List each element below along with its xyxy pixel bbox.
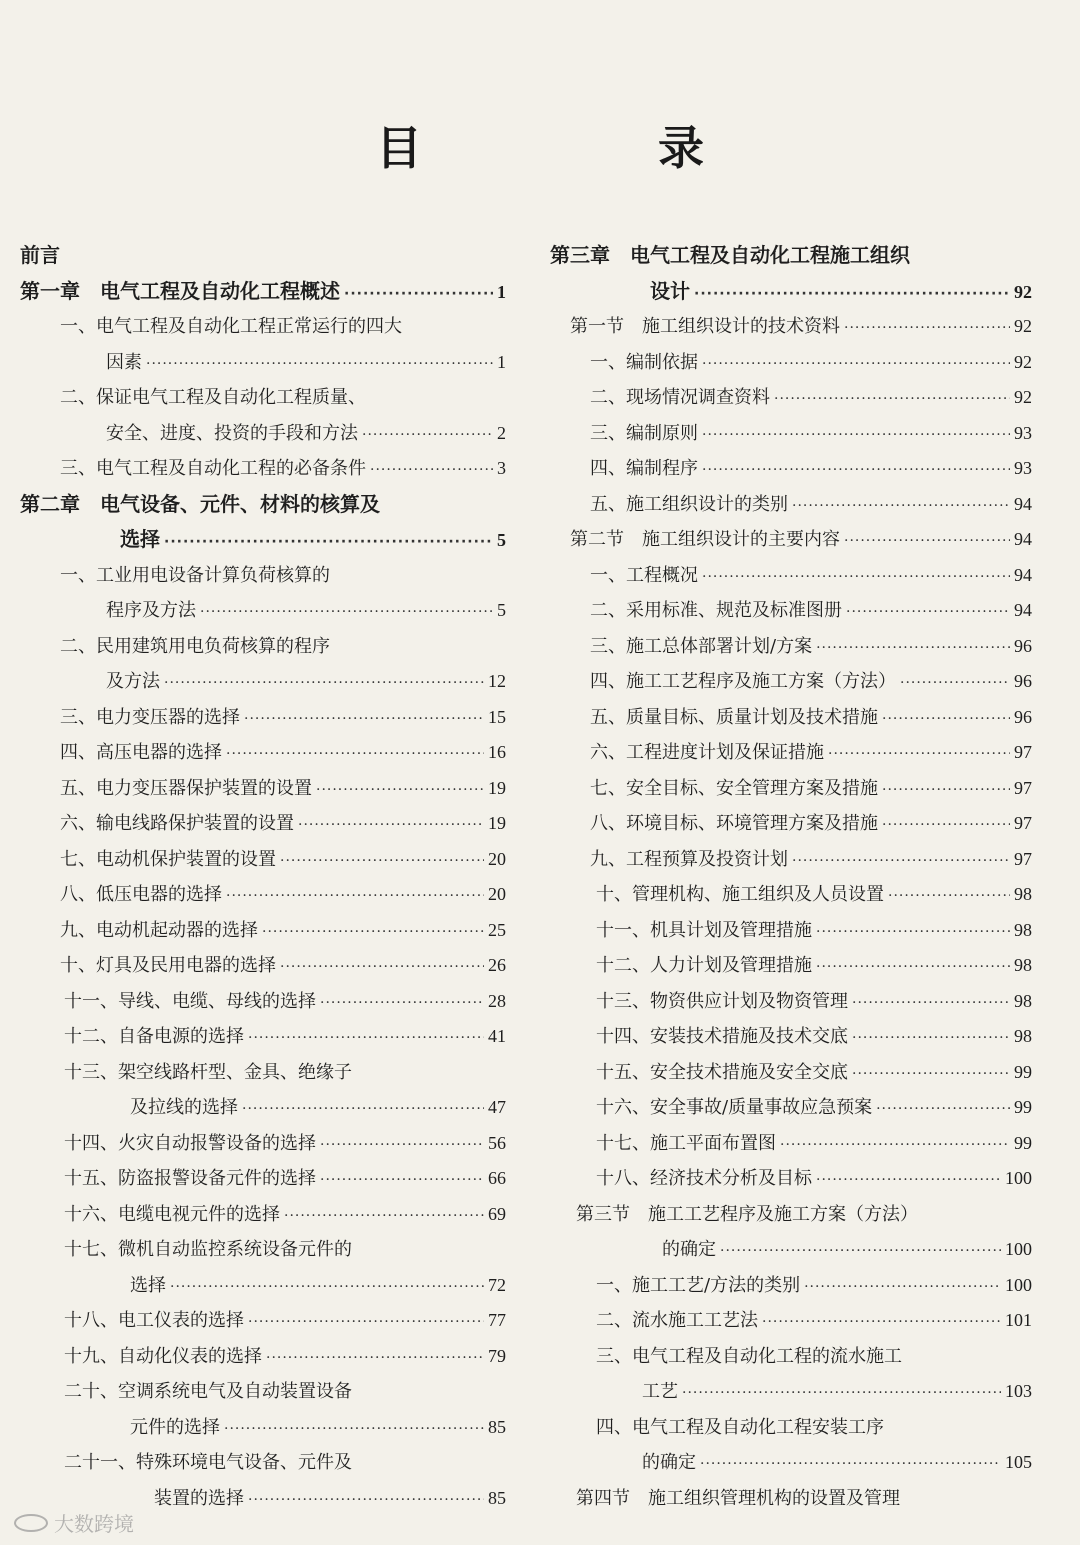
toc-entry	[550, 1197, 1032, 1233]
toc-entry-title: 十三、物资供应计划及物资管理	[596, 990, 848, 1012]
toc-entry	[550, 309, 1032, 345]
toc-page-number: 92	[1014, 281, 1032, 302]
toc-leader-dots	[844, 524, 1010, 560]
toc-entry-title: 二十一、特殊环境电气设备、元件及	[64, 1452, 352, 1473]
toc-leader-dots	[882, 702, 1010, 738]
toc-entry-title: 第一节 施工组织设计的技术资料	[570, 316, 840, 337]
toc-entry	[20, 416, 506, 452]
toc-leader-dots	[244, 702, 484, 738]
toc-entry-title: 五、电力变压器保护装置的设置	[60, 777, 312, 799]
toc-entry	[20, 664, 506, 700]
toc-entry	[20, 309, 506, 345]
toc-entry-title: 十九、自动化仪表的选择	[64, 1345, 262, 1367]
toc-page-number: 97	[1014, 848, 1032, 869]
toc-leader-dots	[226, 737, 484, 773]
toc-page-number: 101	[1005, 1310, 1032, 1330]
toc-page-number: 96	[1014, 671, 1032, 691]
toc-entry-title: 及拉线的选择	[130, 1097, 238, 1118]
toc-page-number: 15	[488, 706, 506, 727]
toc-entry-title: 十七、施工平面布置图	[596, 1132, 776, 1154]
toc-entry	[550, 1268, 1032, 1304]
toc-page-number: 97	[1014, 742, 1032, 762]
toc-leader-dots	[164, 525, 493, 561]
toc-entry-title: 工艺	[642, 1381, 678, 1402]
toc-entry	[550, 1055, 1032, 1091]
toc-entry	[20, 1339, 506, 1375]
toc-entry	[550, 877, 1032, 913]
toc-leader-dots	[882, 808, 1010, 844]
toc-page-number: 105	[1005, 1452, 1032, 1472]
toc-page-number: 85	[488, 1487, 506, 1508]
toc-right-column	[550, 238, 1032, 1516]
toc-page-number: 47	[488, 1097, 506, 1117]
toc-page-number: 26	[488, 955, 506, 975]
toc-entry-title: 十一、机具计划及管理措施	[596, 919, 812, 941]
toc-leader-dots	[720, 1234, 1001, 1270]
toc-entry-title: 十一、导线、电缆、母线的选择	[64, 990, 316, 1012]
toc-page-number: 97	[1014, 777, 1032, 798]
toc-leader-dots	[316, 773, 484, 809]
toc-entry	[20, 948, 506, 984]
toc-entry	[550, 842, 1032, 878]
toc-entry-title: 前言	[20, 243, 60, 267]
toc-entry	[550, 1090, 1032, 1126]
toc-entry-title: 一、工业用电设备计算负荷核算的	[60, 564, 330, 586]
toc-leader-dots	[876, 1092, 1010, 1128]
toc-leader-dots	[900, 666, 1010, 702]
toc-page-number: 99	[1014, 1132, 1032, 1153]
toc-entry-title: 一、工程概况	[590, 564, 698, 586]
toc-leader-dots	[702, 453, 1010, 489]
toc-page-number: 94	[1014, 529, 1032, 549]
toc-entry	[20, 984, 506, 1020]
toc-page-number: 98	[1014, 1026, 1032, 1046]
toc-entry-title: 二十、空调系统电气及自动装置设备	[64, 1381, 352, 1402]
toc-leader-dots	[344, 277, 493, 313]
toc-entry-title: 十八、电工仪表的选择	[64, 1310, 244, 1331]
toc-entry-title: 八、低压电器的选择	[60, 884, 222, 905]
toc-leader-dots	[852, 1057, 1010, 1093]
toc-entry-title: 十六、电缆电视元件的选择	[64, 1203, 280, 1225]
toc-entry	[20, 522, 506, 558]
toc-entry	[550, 1303, 1032, 1339]
toc-entry-title: 装置的选择	[154, 1487, 244, 1509]
toc-leader-dots	[242, 1092, 484, 1128]
toc-page-number: 3	[497, 458, 506, 478]
toc-left-column	[20, 238, 506, 1516]
toc-entry	[550, 1126, 1032, 1162]
toc-entry-title: 十、管理机构、施工组织及人员设置	[596, 884, 884, 905]
toc-leader-dots	[702, 347, 1010, 383]
toc-leader-dots	[266, 1341, 484, 1377]
toc-entry-title: 三、电力变压器的选择	[60, 706, 240, 728]
toc-entry	[550, 1445, 1032, 1481]
toc-entry-title: 十二、自备电源的选择	[64, 1026, 244, 1047]
toc-entry-title: 设计	[650, 278, 690, 303]
toc-leader-dots	[816, 915, 1010, 951]
toc-leader-dots	[804, 1270, 1001, 1306]
toc-leader-dots	[320, 1163, 484, 1199]
toc-entry	[20, 1374, 506, 1410]
toc-entry	[550, 487, 1032, 523]
toc-leader-dots	[852, 1021, 1010, 1057]
toc-leader-dots	[702, 560, 1010, 596]
toc-leader-dots	[828, 737, 1010, 773]
toc-entry	[550, 451, 1032, 487]
toc-entry-title: 安全、进度、投资的手段和方法	[106, 422, 358, 444]
page-title: 目 录	[375, 121, 814, 175]
toc-page-number: 69	[488, 1203, 506, 1224]
watermark	[14, 1508, 134, 1537]
toc-entry-title: 三、编制原则	[590, 422, 698, 444]
watermark-text: 大数跨境	[54, 1512, 134, 1536]
toc-entry-title: 一、编制依据	[590, 351, 698, 373]
toc-page-number: 97	[1014, 813, 1032, 833]
toc-entry	[550, 771, 1032, 807]
toc-entry	[20, 629, 506, 665]
toc-entry	[550, 558, 1032, 594]
toc-page-number: 1	[497, 281, 506, 302]
toc-page-number: 96	[1014, 635, 1032, 656]
toc-page-number: 92	[1014, 316, 1032, 336]
toc-page-number: 98	[1014, 884, 1032, 904]
toc-page-number: 94	[1014, 564, 1032, 585]
toc-page-number: 41	[488, 1026, 506, 1046]
toc-entry-title: 十五、防盗报警设备元件的选择	[64, 1168, 316, 1189]
toc-entry-title: 第一章 电气工程及自动化工程概述	[20, 278, 340, 303]
toc-entry	[20, 1445, 506, 1481]
toc-entry	[550, 735, 1032, 771]
toc-entry-title: 第二章 电气设备、元件、材料的核算及	[20, 491, 380, 516]
toc-entry	[20, 380, 506, 416]
toc-page-number: 98	[1014, 990, 1032, 1011]
toc-entry-title: 二、现场情况调查资料	[590, 387, 770, 408]
toc-leader-dots	[882, 773, 1010, 809]
toc-entry	[20, 451, 506, 487]
toc-page-number: 99	[1014, 1061, 1032, 1082]
toc-entry	[550, 416, 1032, 452]
toc-leader-dots	[298, 808, 484, 844]
toc-page-number: 5	[497, 600, 506, 620]
toc-leader-dots	[284, 1199, 484, 1235]
toc-page-number: 98	[1014, 919, 1032, 940]
toc-page-number: 5	[497, 530, 506, 550]
toc-entry-title: 十二、人力计划及管理措施	[596, 955, 812, 976]
toc-entry	[550, 238, 1032, 274]
toc-leader-dots	[792, 844, 1010, 880]
toc-entry-title: 二、民用建筑用电负荷核算的程序	[60, 635, 330, 657]
toc-leader-dots	[816, 1163, 1001, 1199]
toc-page-number: 92	[1014, 387, 1032, 407]
toc-entry-title: 六、工程进度计划及保证措施	[590, 742, 824, 763]
toc-entry-title: 第四节 施工组织管理机构的设置及管理	[576, 1487, 900, 1509]
toc-entry	[20, 1161, 506, 1197]
toc-page-number: 12	[488, 671, 506, 691]
toc-leader-dots	[146, 347, 493, 383]
toc-entry-title: 第三章 电气工程及自动化工程施工组织	[550, 243, 910, 267]
toc-leader-dots	[262, 915, 484, 951]
toc-entry-title: 程序及方法	[106, 600, 196, 621]
toc-leader-dots	[280, 844, 484, 880]
toc-entry	[550, 1339, 1032, 1375]
toc-leader-dots	[694, 277, 1010, 313]
toc-leader-dots	[248, 1021, 484, 1057]
toc-page-number: 25	[488, 919, 506, 940]
toc-page-number: 100	[1005, 1168, 1032, 1188]
toc-entry-title: 的确定	[642, 1452, 696, 1473]
toc-entry	[550, 948, 1032, 984]
toc-leader-dots	[200, 595, 493, 631]
toc-entry-title: 三、施工总体部署计划/方案	[590, 635, 813, 657]
toc-entry	[20, 1197, 506, 1233]
toc-page-number: 56	[488, 1132, 506, 1153]
toc-entry-title: 选择	[120, 527, 160, 551]
toc-leader-dots	[700, 1447, 1001, 1483]
toc-entry-title: 第二节 施工组织设计的主要内容	[570, 529, 840, 550]
toc-leader-dots	[846, 595, 1010, 631]
toc-page-number: 2	[497, 422, 506, 443]
toc-entry	[20, 558, 506, 594]
toc-entry	[550, 1232, 1032, 1268]
toc-entry	[20, 1410, 506, 1446]
toc-entry	[20, 913, 506, 949]
toc-entry	[550, 913, 1032, 949]
toc-entry	[20, 1126, 506, 1162]
toc-entry	[550, 522, 1032, 558]
toc-entry-title: 十三、架空线路杆型、金具、绝缘子	[64, 1061, 352, 1083]
toc-entry	[20, 345, 506, 381]
toc-entry	[20, 1268, 506, 1304]
toc-page-number: 93	[1014, 458, 1032, 478]
toc-page-number: 20	[488, 848, 506, 869]
toc-page-number: 94	[1014, 600, 1032, 620]
toc-page-number: 66	[488, 1168, 506, 1188]
toc-entry	[20, 1232, 506, 1268]
toc-leader-dots	[816, 631, 1010, 667]
toc-entry-title: 四、电气工程及自动化工程安装工序	[596, 1416, 884, 1438]
toc-leader-dots	[320, 986, 484, 1022]
toc-page-number: 19	[488, 777, 506, 798]
toc-leader-dots	[280, 950, 484, 986]
toc-leader-dots	[792, 489, 1010, 525]
toc-entry-title: 三、电气工程及自动化工程的流水施工	[596, 1345, 902, 1367]
toc-entry	[20, 771, 506, 807]
toc-entry-title: 四、高压电器的选择	[60, 742, 222, 763]
toc-entry-title: 二、保证电气工程及自动化工程质量、	[60, 387, 366, 408]
toc-entry	[20, 735, 506, 771]
toc-entry	[20, 1303, 506, 1339]
toc-entry-title: 六、输电线路保护装置的设置	[60, 813, 294, 834]
toc-entry	[550, 700, 1032, 736]
toc-entry-title: 十四、安装技术措施及技术交底	[596, 1026, 848, 1047]
toc-page-number: 85	[488, 1416, 506, 1437]
toc-entry	[550, 1019, 1032, 1055]
toc-entry	[550, 380, 1032, 416]
toc-entry	[20, 1019, 506, 1055]
toc-entry-title: 九、工程预算及投资计划	[590, 848, 788, 870]
toc-entry	[20, 593, 506, 629]
toc-page-number: 19	[488, 813, 506, 833]
toc-leader-dots	[362, 418, 493, 454]
toc-entry-title: 十五、安全技术措施及安全交底	[596, 1061, 848, 1083]
toc-leader-dots	[762, 1305, 1001, 1341]
toc-entry	[20, 274, 506, 310]
toc-entry	[550, 806, 1032, 842]
toc-entry	[20, 1055, 506, 1091]
toc-entry	[20, 700, 506, 736]
toc-entry-title: 三、电气工程及自动化工程的必备条件	[60, 458, 366, 479]
toc-entry-title: 七、安全目标、安全管理方案及措施	[590, 777, 878, 799]
toc-page-number: 100	[1005, 1274, 1032, 1295]
toc-leader-dots	[780, 1128, 1010, 1164]
toc-page-number: 16	[488, 742, 506, 762]
toc-page-number: 96	[1014, 706, 1032, 727]
toc-page-number: 93	[1014, 422, 1032, 443]
watermark-logo-icon	[14, 1514, 48, 1532]
toc-entry	[20, 238, 506, 274]
toc-entry-title: 二、采用标准、规范及标准图册	[590, 600, 842, 621]
toc-entry-title: 因素	[106, 351, 142, 373]
toc-page-number: 1	[497, 351, 506, 372]
toc-entry-title: 十七、微机自动监控系统设备元件的	[64, 1239, 352, 1260]
toc-entry-title: 十、灯具及民用电器的选择	[60, 955, 276, 976]
toc-page-number: 100	[1005, 1239, 1032, 1259]
toc-leader-dots	[164, 666, 484, 702]
toc-leader-dots	[888, 879, 1010, 915]
toc-entry-title: 五、质量目标、质量计划及技术措施	[590, 706, 878, 728]
toc-entry-title: 第三节 施工工艺程序及施工方案（方法）	[576, 1203, 918, 1225]
toc-leader-dots	[816, 950, 1010, 986]
toc-leader-dots	[248, 1305, 484, 1341]
toc-page-number: 94	[1014, 493, 1032, 514]
toc-entry	[550, 629, 1032, 665]
toc-leader-dots	[844, 311, 1010, 347]
toc-leader-dots	[170, 1270, 484, 1306]
toc-entry	[550, 984, 1032, 1020]
toc-entry	[550, 274, 1032, 310]
toc-entry-title: 四、编制程序	[590, 458, 698, 479]
toc-page-number: 72	[488, 1274, 506, 1295]
toc-leader-dots	[852, 986, 1010, 1022]
toc-entry	[550, 593, 1032, 629]
toc-entry-title: 一、施工工艺/方法的类别	[596, 1274, 801, 1296]
toc-entry	[20, 487, 506, 523]
toc-entry	[550, 345, 1032, 381]
toc-page-number: 99	[1014, 1097, 1032, 1117]
toc-leader-dots	[320, 1128, 484, 1164]
toc-entry	[550, 664, 1032, 700]
toc-entry	[550, 1161, 1032, 1197]
toc-entry-title: 十六、安全事故/质量事故应急预案	[596, 1097, 873, 1118]
toc-page-number: 98	[1014, 955, 1032, 975]
toc-entry-title: 及方法	[106, 671, 160, 692]
toc-leader-dots	[248, 1483, 484, 1519]
toc-entry-title: 四、施工工艺程序及施工方案（方法）	[590, 671, 896, 692]
toc-page-number: 28	[488, 990, 506, 1011]
toc-entry	[20, 806, 506, 842]
toc-leader-dots	[682, 1376, 1001, 1412]
toc-leader-dots	[224, 1412, 484, 1448]
toc-entry-title: 十四、火灾自动报警设备的选择	[64, 1132, 316, 1154]
toc-entry-title: 十八、经济技术分析及目标	[596, 1168, 812, 1189]
toc-entry-title: 二、流水施工工艺法	[596, 1310, 758, 1331]
toc-entry	[550, 1374, 1032, 1410]
toc-entry-title: 元件的选择	[130, 1416, 220, 1438]
toc-entry-title: 一、电气工程及自动化工程正常运行的四大	[60, 316, 402, 337]
toc-entry	[20, 842, 506, 878]
toc-entry	[20, 877, 506, 913]
toc-page-number: 103	[1005, 1381, 1032, 1401]
toc-page-number: 20	[488, 884, 506, 904]
toc-entry-title: 五、施工组织设计的类别	[590, 493, 788, 515]
toc-entry	[550, 1410, 1032, 1446]
toc-page-number: 77	[488, 1310, 506, 1330]
toc-entry	[20, 1090, 506, 1126]
toc-leader-dots	[702, 418, 1010, 454]
toc-page-number: 92	[1014, 351, 1032, 372]
toc-entry-title: 八、环境目标、环境管理方案及措施	[590, 813, 878, 834]
toc-entry-title: 九、电动机起动器的选择	[60, 919, 258, 941]
toc-entry	[550, 1481, 1032, 1517]
toc-leader-dots	[226, 879, 484, 915]
toc-leader-dots	[774, 382, 1010, 418]
toc-leader-dots	[370, 453, 493, 489]
toc-entry-title: 的确定	[662, 1239, 716, 1260]
toc-entry-title: 七、电动机保护装置的设置	[60, 848, 276, 870]
toc-entry-title: 选择	[130, 1274, 166, 1296]
toc-page-number: 79	[488, 1345, 506, 1366]
